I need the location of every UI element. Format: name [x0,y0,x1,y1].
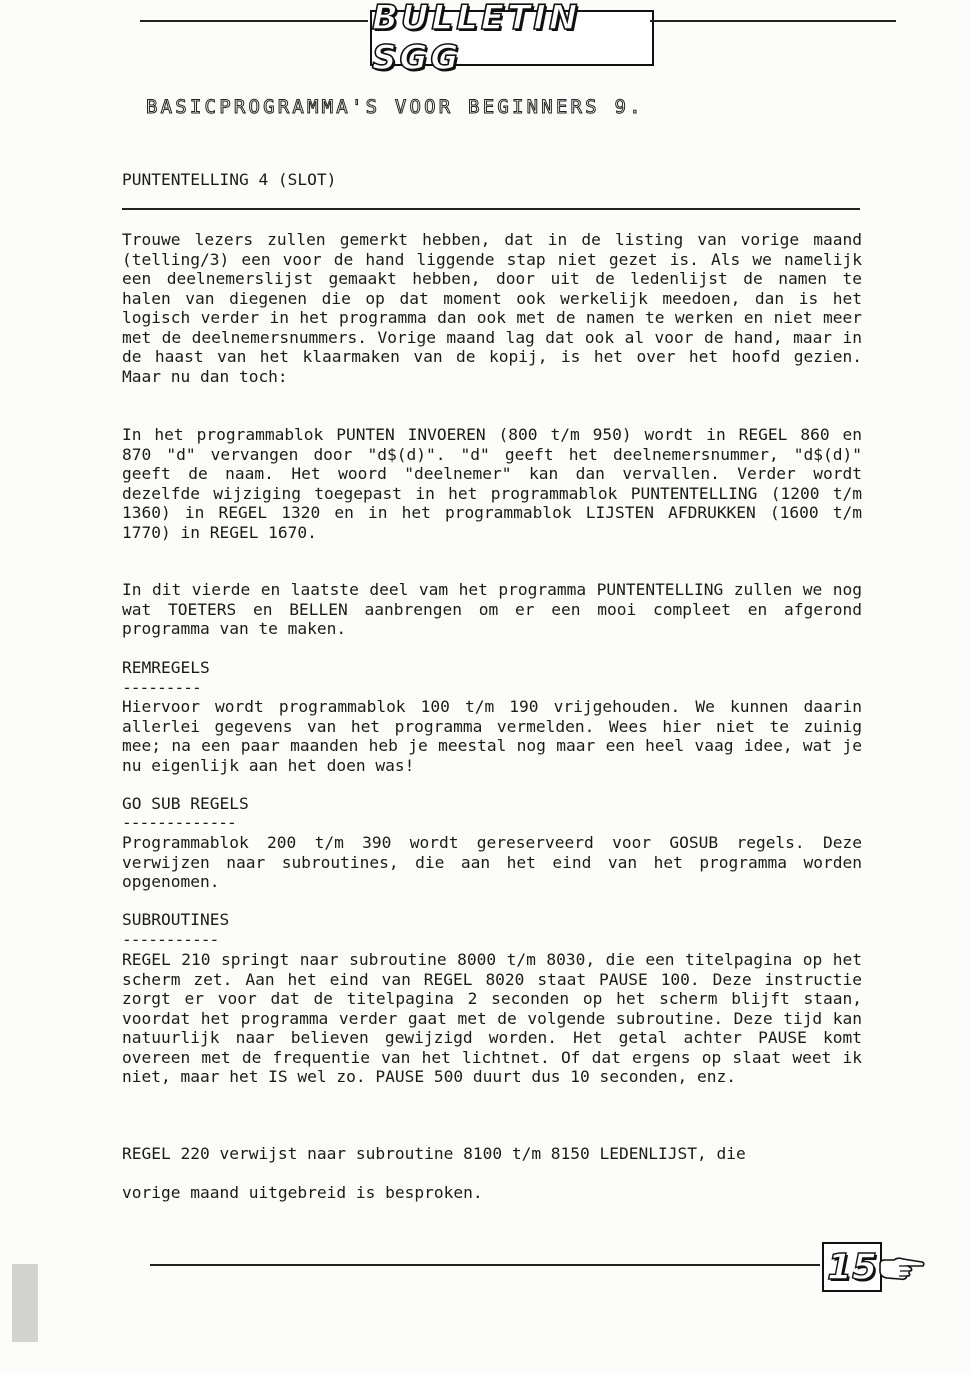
margin-shadow-mark [10,1262,40,1344]
section-rule-dashed: --------- [122,678,201,697]
section-title-gosub: GO SUB REGELS [122,794,249,813]
paragraph-regel-220: REGEL 220 verwijst naar subroutine 8100 t/m 8150 LEDENLIJST, die [122,1144,746,1163]
section-rule-dashed: ------------- [122,813,236,832]
paragraph-regel-220-continued: vorige maand uitgebreid is besproken. [122,1183,483,1202]
paragraph-remregels: Hiervoor wordt programmablok 100 t/m 190 vrijgehouden. We kunnen daarin allerlei gegevens van het programma vermelden. Wees hier niet te zuinig mee; na een paar maanden heb je meestal nog maar een heel vaag idee, wat je nu eigenlijk aan het doen was! [122,697,862,775]
paragraph-punten-invoeren: In het programmablok PUNTEN INVOEREN (800 t/m 950) wordt in REGEL 860 en 870 "d" vervangen door "d$(d)". "d" geeft het deelnemersnummer, "d$(d)" geeft de naam. Het woord "deelnemer" kan dan vervallen. Verder wordt dezelfde wijziging toegepast in het programmablok PUNTENTELLING (1200 t/m 1360) in REGEL 1320 en in het programmablok LIJSTEN AFDRUKKEN (1600 t/m 1770) in REGEL 1670. [122,425,862,542]
header-rule-left [140,20,368,22]
section-rule-dashed: ----------- [122,930,219,949]
section-title-remregels: REMREGELS [122,658,210,677]
bulletin-logo: BULLETIN SGG [370,10,654,66]
page-number: 15 [822,1242,882,1292]
paragraph-toeters-bellen: In dit vierde en laatste deel vam het programma PUNTENTELLING zullen we nog wat TOETERS en BELLEN aanbrengen om er een mooi compleet en afgerond programma van te maken. [122,580,862,638]
header-rule-right [650,20,896,22]
paragraph-gosub: Programmablok 200 t/m 390 wordt gereserveerd voor GOSUB regels. Deze verwijzen naar subroutines, die aan het eind van het programma worden opgenomen. [122,833,862,891]
pointing-hand-icon [878,1255,926,1281]
section-rule-solid [122,208,860,210]
article-headline: BASICPROGRAMMA'S VOOR BEGINNERS 9. [146,96,644,118]
section-title-puntentelling: PUNTENTELLING 4 (SLOT) [122,170,337,189]
section-title-subroutines: SUBROUTINES [122,910,230,929]
paragraph-intro: Trouwe lezers zullen gemerkt hebben, dat in de listing van vorige maand (telling/3) een voor de hand liggende stap niet gezet is. Als we namelijk een deelnemerslijst gemaakt hebben, door uit de ledenlijst de namen te halen van diegenen die op dat moment ook werkelijk meedoen, dan is het logisch verder in het programma dan ook met de namen te werken en niet meer met de deelnemersnummers. Vorige maand lag dat ook al voor de hand, maar in de haast van het klaarmaken van de kopij, is het over het hoofd gezien. Maar nu dan toch: [122,230,862,386]
paragraph-subroutines: REGEL 210 springt naar subroutine 8000 t/m 8030, die een titelpagina op het scherm zet. Aan het eind van REGEL 8020 staat PAUSE 100. Deze instructie zorgt er voor dat de titelpagina 2 seconden op het scherm blijft staan, voordat het programma verder gaat met de volgende subroutine. Deze tijd kan natuurlijk naar believen gewijzigd worden. Het getal achter PAUSE komt overeen met de frequentie van het lichtnet. Of dat ergens op slaat weet ik niet, maar het IS wel zo. PAUSE 500 duurt dus 10 seconden, enz. [122,950,862,1086]
footer-rule [150,1264,820,1266]
